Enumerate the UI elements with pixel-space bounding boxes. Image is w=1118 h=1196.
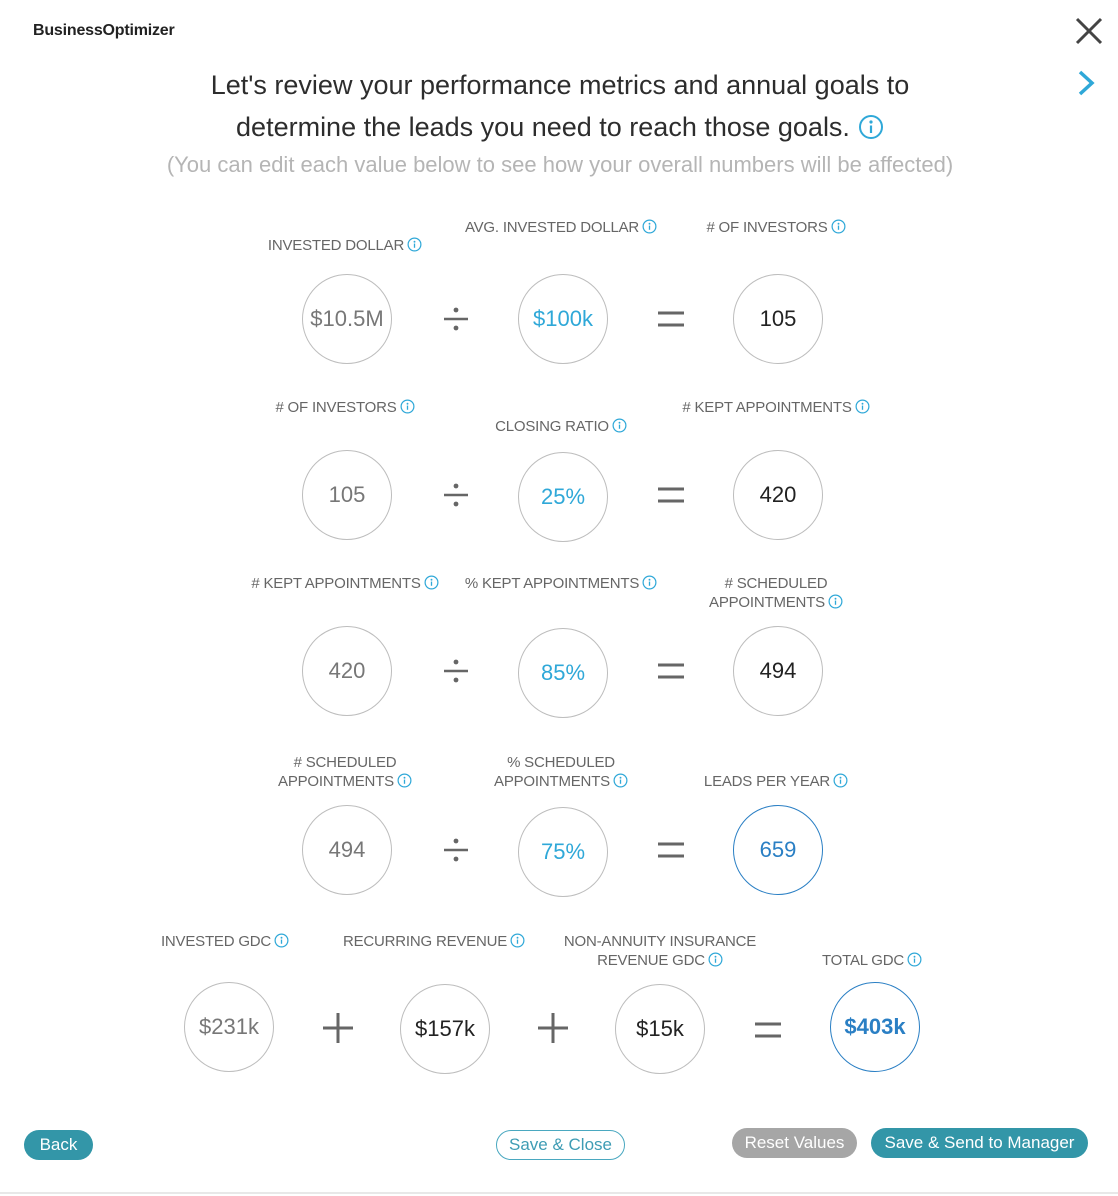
info-icon[interactable] (831, 219, 846, 234)
avg-invested-dollar-input[interactable]: $100k (518, 274, 608, 364)
equals-icon (651, 299, 691, 339)
page-subtitle: (You can edit each value below to see how your overall numbers will be affected) (166, 152, 954, 177)
info-icon[interactable] (833, 773, 848, 788)
label-text: # SCHEDULED APPOINTMENTS (278, 754, 397, 790)
label-recurring-revenue (334, 932, 534, 951)
label-text: AVG. INVESTED DOLLAR (464, 219, 640, 236)
label-invested-dollar (245, 236, 445, 255)
scheduled-appointments-input[interactable]: 494 (302, 805, 392, 895)
label-text: % SCHEDULED APPOINTMENTS (494, 754, 615, 790)
label-text: # OF INVESTORS (706, 219, 828, 236)
reset-values-button[interactable]: Reset Values (732, 1128, 857, 1158)
label-kept-appointments (676, 398, 876, 417)
label-num-investors (245, 398, 445, 417)
scheduled-appointments-result: 494 (733, 626, 823, 716)
invested-dollar-input[interactable]: $10.5M (302, 274, 392, 364)
num-investors-result: 105 (733, 274, 823, 364)
label-text: LEADS PER YEAR (703, 773, 831, 790)
label-text: INVESTED GDC (160, 933, 272, 950)
label-scheduled-appointments (676, 574, 876, 612)
label-leads-per-year (676, 772, 876, 791)
label-text: NON-ANNUITY INSURANCE REVENUE GDC (563, 933, 757, 969)
info-icon[interactable] (642, 219, 657, 234)
close-icon[interactable] (1072, 14, 1106, 48)
invested-gdc-input[interactable]: $231k (184, 982, 274, 1072)
page-heading (120, 64, 1000, 148)
leads-per-year-result: 659 (733, 805, 823, 895)
num-investors-input[interactable]: 105 (302, 450, 392, 540)
label-text: # KEPT APPOINTMENTS (682, 399, 852, 416)
label-pct-kept-appointments (461, 574, 661, 593)
label-non-annuity-insurance (545, 932, 775, 970)
pct-scheduled-appointments-input[interactable]: 75% (518, 807, 608, 897)
label-num-investors (676, 218, 876, 237)
info-icon[interactable] (407, 237, 422, 252)
info-icon[interactable] (612, 418, 627, 433)
kept-appointments-input[interactable]: 420 (302, 626, 392, 716)
info-icon[interactable] (828, 594, 843, 609)
equals-icon (651, 651, 691, 691)
kept-appointments-result: 420 (733, 450, 823, 540)
label-text: # OF INVESTORS (275, 399, 397, 416)
save-close-button[interactable]: Save & Close (496, 1130, 625, 1160)
equals-icon (651, 475, 691, 515)
plus-icon (318, 1008, 358, 1048)
pct-kept-appointments-input[interactable]: 85% (518, 628, 608, 718)
info-icon[interactable] (613, 773, 628, 788)
label-text: % KEPT APPOINTMENTS (464, 575, 640, 592)
label-invested-gdc (125, 932, 325, 951)
divide-icon (436, 830, 476, 870)
info-icon[interactable] (858, 114, 884, 140)
info-icon[interactable] (855, 399, 870, 414)
total-gdc-result: $403k (830, 982, 920, 1072)
label-avg-invested-dollar (461, 218, 661, 237)
label-closing-ratio (461, 417, 661, 436)
label-text: INVESTED DOLLAR (267, 237, 405, 254)
plus-icon (533, 1008, 573, 1048)
closing-ratio-input[interactable]: 25% (518, 452, 608, 542)
divide-icon (436, 651, 476, 691)
info-icon[interactable] (907, 952, 922, 967)
back-button[interactable]: Back (24, 1130, 93, 1160)
label-text: # KEPT APPOINTMENTS (251, 575, 421, 592)
footer-divider (0, 1192, 1118, 1194)
heading-line-1: Let's review your performance metrics and annual goals to (210, 70, 910, 100)
label-text: TOTAL GDC (821, 952, 905, 969)
recurring-revenue-value: $157k (400, 984, 490, 1074)
info-icon[interactable] (400, 399, 415, 414)
label-scheduled-appointments (245, 753, 445, 791)
info-icon[interactable] (708, 952, 723, 967)
info-icon[interactable] (424, 575, 439, 590)
chevron-right-icon[interactable] (1072, 66, 1100, 100)
heading-line-2 (120, 106, 1000, 148)
info-icon[interactable] (510, 933, 525, 948)
label-text: RECURRING REVENUE (342, 933, 508, 950)
heading-line-2-text: determine the leads you need to reach those goals. (236, 112, 850, 142)
non-annuity-insurance-value: $15k (615, 984, 705, 1074)
label-kept-appointments (245, 574, 445, 593)
label-text: CLOSING RATIO (495, 418, 609, 435)
app-title: BusinessOptimizer (33, 22, 175, 39)
info-icon[interactable] (397, 773, 412, 788)
equals-icon (748, 1010, 788, 1050)
save-send-manager-button[interactable]: Save & Send to Manager (871, 1128, 1088, 1158)
equals-icon (651, 830, 691, 870)
divide-icon (436, 299, 476, 339)
divide-icon (436, 475, 476, 515)
info-icon[interactable] (642, 575, 657, 590)
label-total-gdc (772, 951, 972, 970)
label-text: # SCHEDULED APPOINTMENTS (709, 575, 828, 611)
info-icon[interactable] (274, 933, 289, 948)
label-pct-scheduled-appointments (461, 753, 661, 791)
